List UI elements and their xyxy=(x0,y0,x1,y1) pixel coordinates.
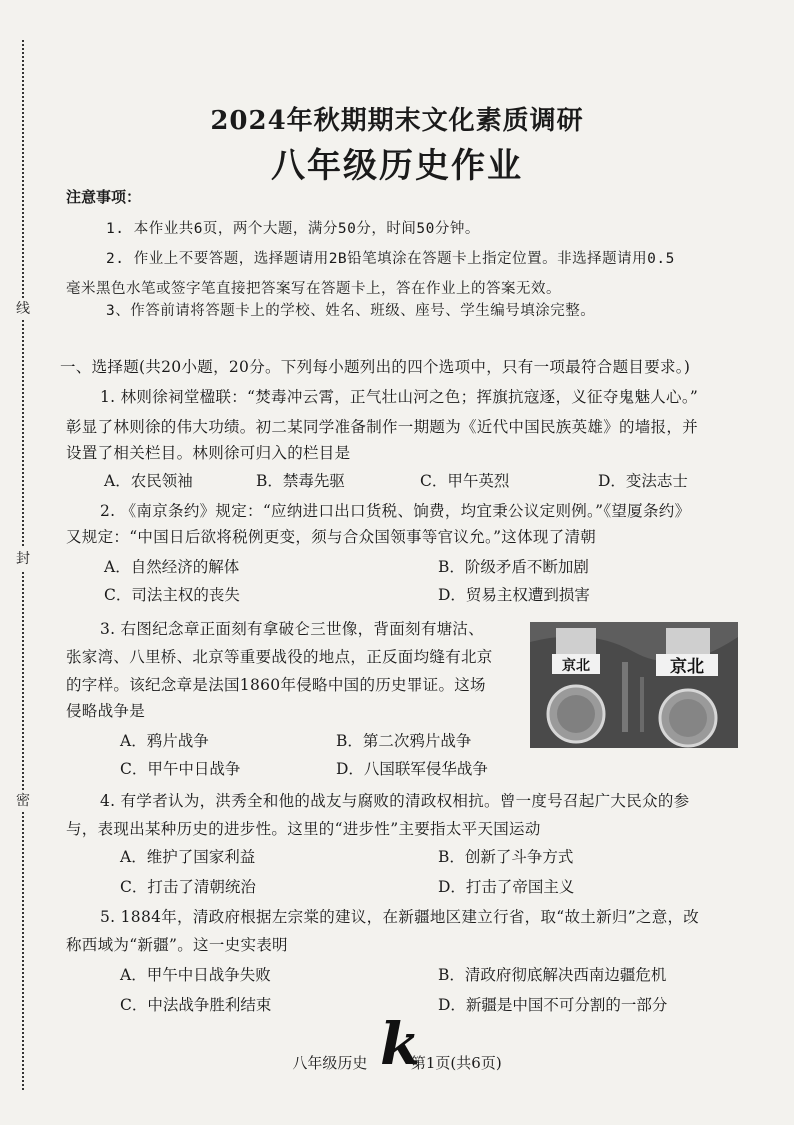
exam-subtitle: 八年级历史作业 xyxy=(271,146,523,186)
notice-item: 2. 作业上不要答题，选择题请用2B铅笔填涂在答题卡上指定位置。非选择题请用0.5 xyxy=(106,251,675,267)
option-a: A．农民领袖 xyxy=(104,472,193,490)
option-b: B．阶级矛盾不断加剧 xyxy=(438,558,589,576)
question-text: 2. 《南京条约》规定：“应纳进口出口货税、饷费，均宜秉公议定则例。”《望厦条约》 xyxy=(100,502,691,520)
option-d: D．贸易主权遭到损害 xyxy=(438,586,590,604)
notice-item: 毫米黑色水笔或签字笔直接把答案写在答题卡上，答在作业上的答案无效。 xyxy=(66,281,561,297)
option-d: D．变法志士 xyxy=(598,472,688,490)
exam-title: 2024年秋期期末文化素质调研 xyxy=(210,106,584,136)
question-text: 1. 林则徐祠堂楹联：“焚毒冲云霄，正气壮山河之色；挥旗抗寇逐，义征夺鬼魅人心。” xyxy=(100,388,699,406)
option-c: C．甲午中日战争 xyxy=(120,760,241,778)
option-a: A．鸦片战争 xyxy=(120,732,209,750)
page-footer xyxy=(0,1052,794,1073)
question-text: 又规定：“中国日后欲将税例更变，须与合众国领事等官议允。”这体现了清朝 xyxy=(66,528,597,546)
binding-char-mid: 封 xyxy=(12,548,34,570)
question-text: 5. 1884年，清政府根据左宗棠的建议，在新疆地区建立行省，取“故土新归”之意，改 xyxy=(100,908,700,926)
question-text: 3. 右图纪念章正面刻有拿破仑三世像，背面刻有塘沽、 xyxy=(100,620,485,638)
option-d: D．打击了帝国主义 xyxy=(438,878,575,896)
option-b: B．第二次鸦片战争 xyxy=(336,732,472,750)
option-c: C．司法主权的丧失 xyxy=(104,586,240,604)
footer-page-number: 第1页(共6页) xyxy=(410,1054,502,1072)
question-text: 4. 有学者认为，洪秀全和他的战友与腐败的清政权相抗。曾一度号召起广大民众的参 xyxy=(100,792,690,810)
footer-subject: 八年级历史 xyxy=(292,1054,368,1072)
option-c: C．甲午英烈 xyxy=(420,472,510,490)
question-text: 彰显了林则徐的伟大功绩。初二某同学准备制作一期题为《近代中国民族英雄》的墙报，并 xyxy=(66,418,699,436)
watermark-k: k xyxy=(380,1010,421,1078)
question-text: 的字样。该纪念章是法国1860年侵略中国的历史罪证。这场 xyxy=(66,676,486,694)
option-a: A．自然经济的解体 xyxy=(104,558,240,576)
question-text: 设置了相关栏目。林则徐可归入的栏目是 xyxy=(66,444,351,462)
question-text: 称西域为“新疆”。这一史实表明 xyxy=(66,936,288,954)
option-d: D．新疆是中国不可分割的一部分 xyxy=(438,996,668,1014)
option-b: B．清政府彻底解决西南边疆危机 xyxy=(438,966,667,984)
notice-item: 3、作答前请将答题卡上的学校、姓名、班级、座号、学生编号填涂完整。 xyxy=(106,303,596,319)
question-text: 侵略战争是 xyxy=(66,702,146,720)
option-b: B．创新了斗争方式 xyxy=(438,848,574,866)
question-text: 张家湾、八里桥、北京等重要战役的地点，正反面均缝有北京 xyxy=(66,648,493,666)
medal-photo xyxy=(530,622,738,748)
binding-char-top: 线 xyxy=(12,298,34,320)
section-heading: 一、选择题(共20小题，20分。下列每小题列出的四个选项中，只有一项最符合题目要求。) xyxy=(60,358,691,376)
option-c: C．打击了清朝统治 xyxy=(120,878,256,896)
notice-item: 1. 本作业共6页，两个大题，满分50分，时间50分钟。 xyxy=(106,221,480,237)
option-a: A．维护了国家利益 xyxy=(120,848,256,866)
notice-heading: 注意事项： xyxy=(66,188,142,206)
option-b: B．禁毒先驱 xyxy=(256,472,345,490)
medal-label-left: 京北 xyxy=(562,658,590,674)
option-a: A．甲午中日战争失败 xyxy=(120,966,271,984)
option-d: D．八国联军侵华战争 xyxy=(336,760,488,778)
option-c: C．中法战争胜利结束 xyxy=(120,996,272,1014)
medal-label-right: 京北 xyxy=(670,657,704,677)
binding-char-bottom: 密 xyxy=(12,790,34,812)
question-text: 与，表现出某种历史的进步性。这里的“进步性”主要指太平天国运动 xyxy=(66,820,541,838)
